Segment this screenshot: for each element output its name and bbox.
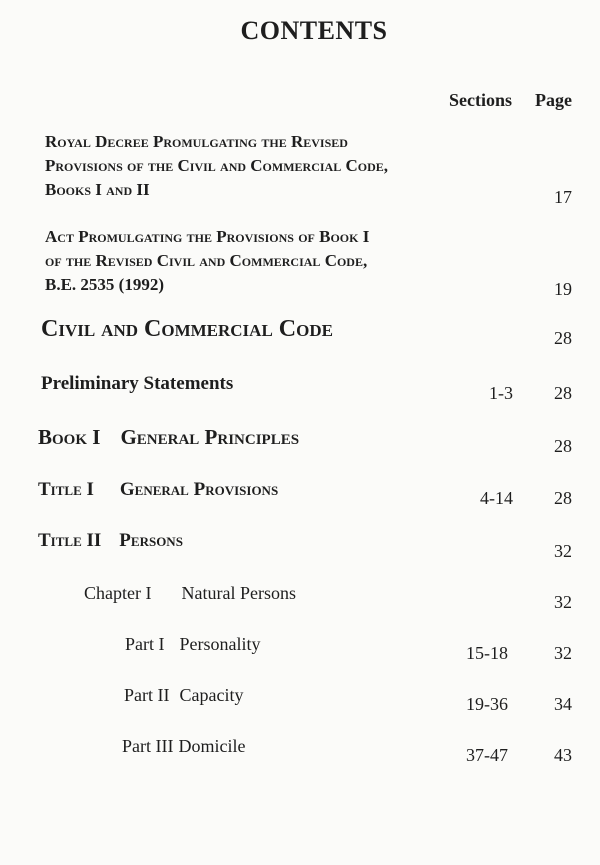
toc-sections-range: 4-14 bbox=[480, 488, 513, 508]
toc-sections-range: 15-18 bbox=[466, 643, 508, 663]
toc-entry-royal-decree[interactable] bbox=[45, 130, 388, 202]
toc-page-number: 34 bbox=[554, 694, 572, 714]
toc-page-number: 17 bbox=[554, 187, 572, 207]
toc-entry-prefix: Part III bbox=[122, 736, 174, 756]
toc-entry-book-i[interactable] bbox=[38, 425, 299, 450]
toc-entry-label: General Provisions bbox=[119, 479, 279, 500]
toc-entry-label: Personality bbox=[179, 634, 261, 654]
toc-entry-prefix: Part I bbox=[125, 634, 165, 654]
toc-page-number: 28 bbox=[554, 436, 572, 456]
toc-entry-part-ii[interactable] bbox=[124, 685, 243, 706]
toc-entry-civil-commercial-code[interactable]: Civil and Commercial Code bbox=[41, 316, 333, 342]
toc-page-number: 32 bbox=[554, 541, 572, 561]
toc-page-number: 32 bbox=[554, 592, 572, 612]
toc-entry-prefix: Book I bbox=[38, 425, 101, 449]
toc-page-number: 28 bbox=[554, 328, 572, 348]
toc-entry-line: of the Revised Civil and Commercial Code, bbox=[45, 251, 368, 270]
toc-entry-label: General Principles bbox=[120, 425, 300, 449]
toc-entry-preliminary-statements[interactable]: Preliminary Statements bbox=[41, 373, 234, 394]
toc-entry-label: Domicile bbox=[178, 736, 246, 756]
toc-entry-line: Act Promulgating the Provisions of Book I bbox=[45, 227, 370, 246]
toc-entry-prefix: Title I bbox=[38, 479, 94, 500]
toc-entry-act[interactable] bbox=[45, 225, 369, 297]
toc-entry-prefix: Chapter I bbox=[84, 583, 152, 603]
toc-entry-part-i[interactable] bbox=[125, 634, 261, 655]
toc-entry-label: Capacity bbox=[179, 685, 244, 705]
page-column-header: Page bbox=[535, 90, 572, 110]
toc-entry-prefix: Title II bbox=[38, 530, 102, 551]
sections-column-header: Sections bbox=[449, 90, 512, 110]
page-title: CONTENTS bbox=[240, 16, 388, 45]
toc-entry-part-iii[interactable] bbox=[122, 736, 245, 757]
toc-sections-range: 1-3 bbox=[489, 383, 513, 403]
toc-sections-range: 19-36 bbox=[466, 694, 508, 714]
toc-page-number: 43 bbox=[554, 745, 572, 765]
toc-page-number: 19 bbox=[554, 279, 572, 299]
toc-entry-title-i[interactable] bbox=[38, 479, 278, 501]
toc-entry-line: Royal Decree Promulgating the Revised bbox=[45, 132, 348, 151]
toc-entry-label: Persons bbox=[119, 530, 183, 551]
toc-page-number: 28 bbox=[554, 383, 572, 403]
toc-page-number: 28 bbox=[554, 488, 572, 508]
toc-entry-line: Provisions of the Civil and Commercial Code, bbox=[45, 156, 388, 175]
toc-page-number: 32 bbox=[554, 643, 572, 663]
toc-entry-label: Natural Persons bbox=[181, 583, 296, 603]
toc-sections-range: 37-47 bbox=[466, 745, 508, 765]
toc-entry-title-ii[interactable] bbox=[38, 530, 183, 552]
toc-entry-line: Books I and II bbox=[45, 180, 150, 199]
toc-entry-prefix: Part II bbox=[124, 685, 170, 705]
toc-entry-line: B.E. 2535 (1992) bbox=[45, 275, 164, 294]
toc-entry-chapter-i[interactable] bbox=[84, 583, 296, 604]
